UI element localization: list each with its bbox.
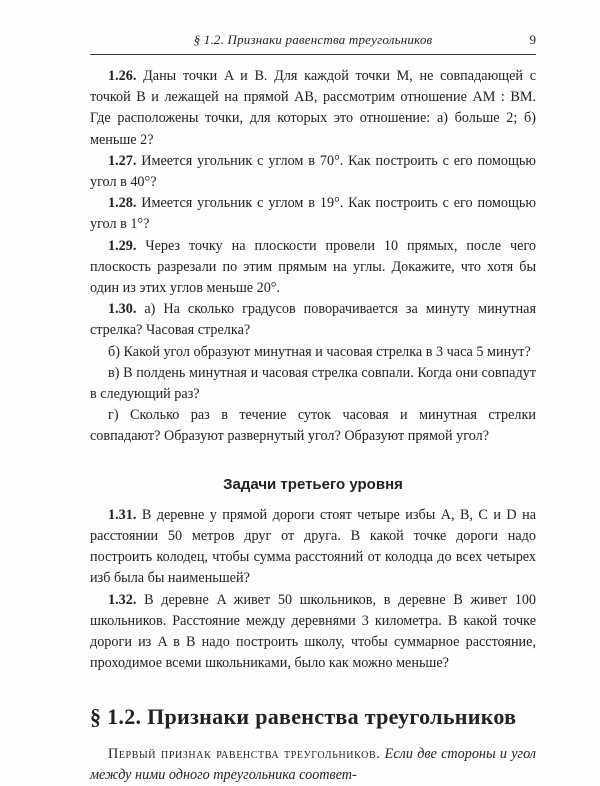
running-header-title: § 1.2. Признаки равенства треугольников: [193, 32, 433, 47]
problem-1-30: 1.30. а) На сколько градусов поворачивается за минуту минутная стрелка? Часовая стрелка?: [90, 301, 536, 339]
lead-paragraph: Первый признак равенства треугольников. Если две стороны и угол между ними одного треугольника соответ-: [90, 745, 536, 783]
header-rule: [90, 54, 536, 55]
problem-1-28: 1.28. Имеется угольник с углом в 19°. Как построить с его помощью угол в 1°?: [90, 195, 536, 233]
problem-1-26: 1.26. Даны точки A и B. Для каждой точки M, не совпадающей с точкой B и лежащей на прямой AB, рассмотрим отношение AM : BM. Где расположены точки, для которых это отношение: а) больше 2; б) меньше 2?: [90, 68, 537, 148]
section-title: § 1.2. Признаки равенства треугольников: [90, 704, 517, 730]
running-header: [90, 30, 536, 52]
problem-1-27: 1.27. Имеется угольник с углом в 70°. Как построить с его помощью угол в 40°?: [90, 152, 536, 191]
problem-1-30-part-c: в) В полдень минутная и часовая стрелка совпали. Когда они совпадут в следующий раз?: [90, 364, 536, 403]
page-body: [90, 66, 536, 786]
subheading-third-level: Задачи третьего уровня: [223, 475, 403, 493]
problem-1-31: 1.31. В деревне у прямой дороги стоят четыре избы A, B, C и D на расстоянии 50 метров друг от друга. В какой точке дороги надо построить колодец, чтобы сумма расстояний от колодца до всех четырех изб была бы наименьшей?: [90, 506, 537, 587]
problem-1-32: 1.32. В деревне A живет 50 школьников, в деревне B живет 100 школьников. Расстояние между деревнями 3 километра. В какой точке дороги из A в B надо построить школу, чтобы суммарное расстояние, проходимое всеми школьниками, было как можно меньше?: [90, 591, 537, 672]
page-number: 9: [529, 32, 536, 47]
problem-1-30-part-d: г) Сколько раз в течение суток часовая и минутная стрелки совпадают? Образуют развернутый угол? Образуют прямой угол?: [90, 407, 536, 445]
problem-1-30-part-b: б) Какой угол образуют минутная и часовая стрелка в 3 часа 5 минут?: [108, 343, 531, 360]
problem-1-29: 1.29. Через точку на плоскости провели 10 прямых, после чего плоскость разрезали по этим прямым на углы. Докажите, что хотя бы один из этих углов меньше 20°.: [90, 237, 537, 297]
